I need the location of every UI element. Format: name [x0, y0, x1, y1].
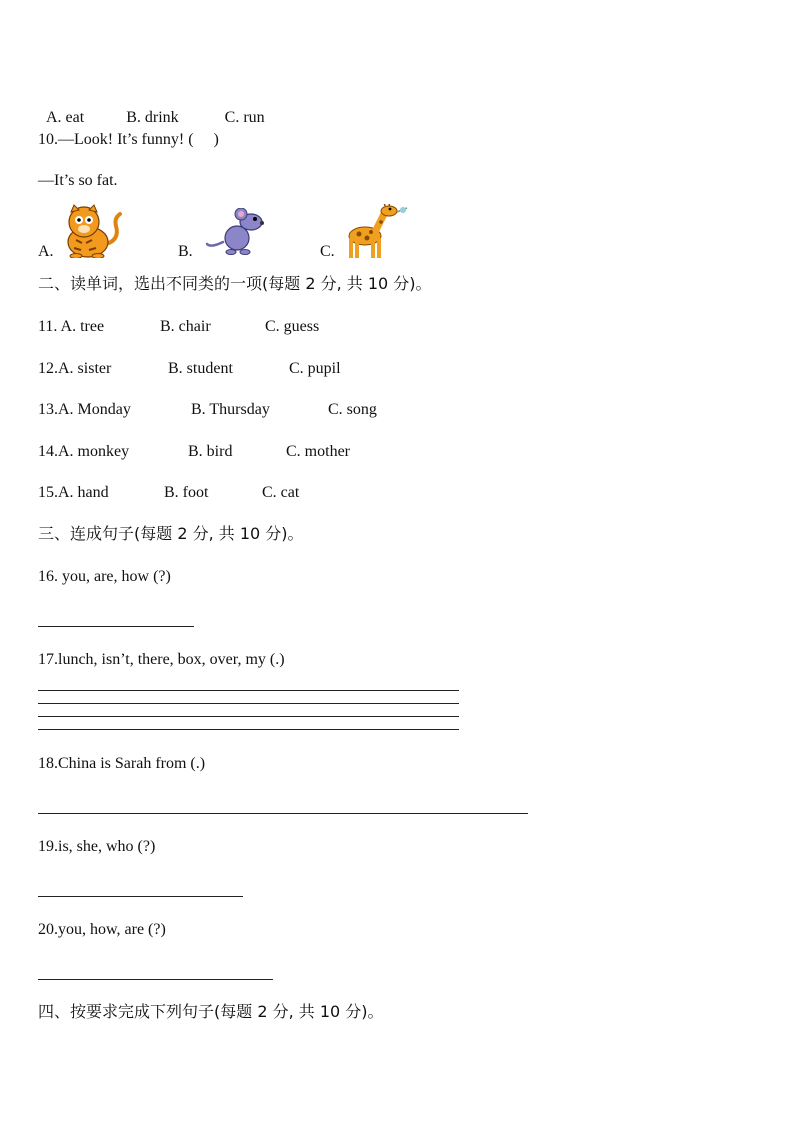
q10-option-c-label: C. — [320, 243, 335, 260]
q10-question: 10.—Look! It’s funny! ( ) — [38, 131, 219, 148]
q16-answer-line[interactable] — [38, 626, 194, 627]
q11-row — [38, 317, 320, 337]
q17-prompt: 17.lunch, isn’t, there, box, over, my (.) — [38, 651, 285, 668]
q17-answer-line-4[interactable] — [38, 729, 459, 730]
q10-answer: —It’s so fat. — [38, 172, 118, 189]
q11-option-b: B. chair — [160, 318, 211, 335]
mouse-icon — [205, 208, 267, 256]
q20-answer-line[interactable] — [38, 979, 273, 980]
q11-option-a: A. tree — [60, 318, 105, 335]
section4-heading: 四、按要求完成下列句子(每题 2 分, 共 10 分)。 — [38, 1002, 384, 1021]
q14-number: 14. — [38, 443, 58, 460]
q13-row — [38, 400, 377, 420]
q19-answer-line[interactable] — [38, 896, 243, 897]
q14-option-a: A. monkey — [58, 443, 130, 460]
q10-option-b-label: B. — [178, 243, 193, 260]
q11-option-c: C. guess — [265, 318, 320, 335]
q14-option-c: C. mother — [286, 443, 350, 460]
q9-option-b: B. drink — [126, 109, 179, 126]
tiger-icon — [62, 204, 124, 258]
q17-answer-line-2[interactable] — [38, 703, 459, 704]
section3-heading: 三、连成句子(每题 2 分, 共 10 分)。 — [38, 524, 304, 543]
q14-row — [38, 442, 350, 462]
q18-prompt: 18.China is Sarah from (.) — [38, 755, 206, 772]
q12-row — [38, 359, 341, 379]
q9-option-c: C. run — [224, 109, 265, 126]
q12-number: 12. — [38, 360, 58, 377]
q17-answer-line-3[interactable] — [38, 716, 459, 717]
q15-option-c: C. cat — [262, 484, 300, 501]
q11-number: 11. — [38, 318, 61, 335]
q15-option-a: A. hand — [58, 484, 109, 501]
q15-row — [38, 483, 300, 503]
q13-option-a: A. Monday — [58, 401, 131, 418]
q12-option-a: A. sister — [58, 360, 112, 377]
q9-options — [38, 88, 265, 128]
q17-answer-line-1[interactable] — [38, 690, 459, 691]
q14-option-b: B. bird — [188, 443, 233, 460]
q18-answer-line[interactable] — [38, 813, 528, 814]
q10-option-a-label: A. — [38, 243, 54, 260]
q12-option-b: B. student — [168, 360, 233, 377]
q15-number: 15. — [38, 484, 58, 501]
giraffe-icon — [345, 204, 411, 258]
q9-option-a: A. eat — [46, 109, 85, 126]
q13-number: 13. — [38, 401, 58, 418]
q20-prompt: 20.you, how, are (?) — [38, 921, 166, 938]
q15-option-b: B. foot — [164, 484, 209, 501]
section2-heading: 二、读单词，选出不同类的一项(每题 2 分, 共 10 分)。 — [38, 274, 432, 293]
q13-option-c: C. song — [328, 401, 377, 418]
q16-prompt: 16. you, are, how (?) — [38, 568, 171, 585]
q12-option-c: C. pupil — [289, 360, 341, 377]
q13-option-b: B. Thursday — [191, 401, 270, 418]
q19-prompt: 19.is, she, who (?) — [38, 838, 156, 855]
